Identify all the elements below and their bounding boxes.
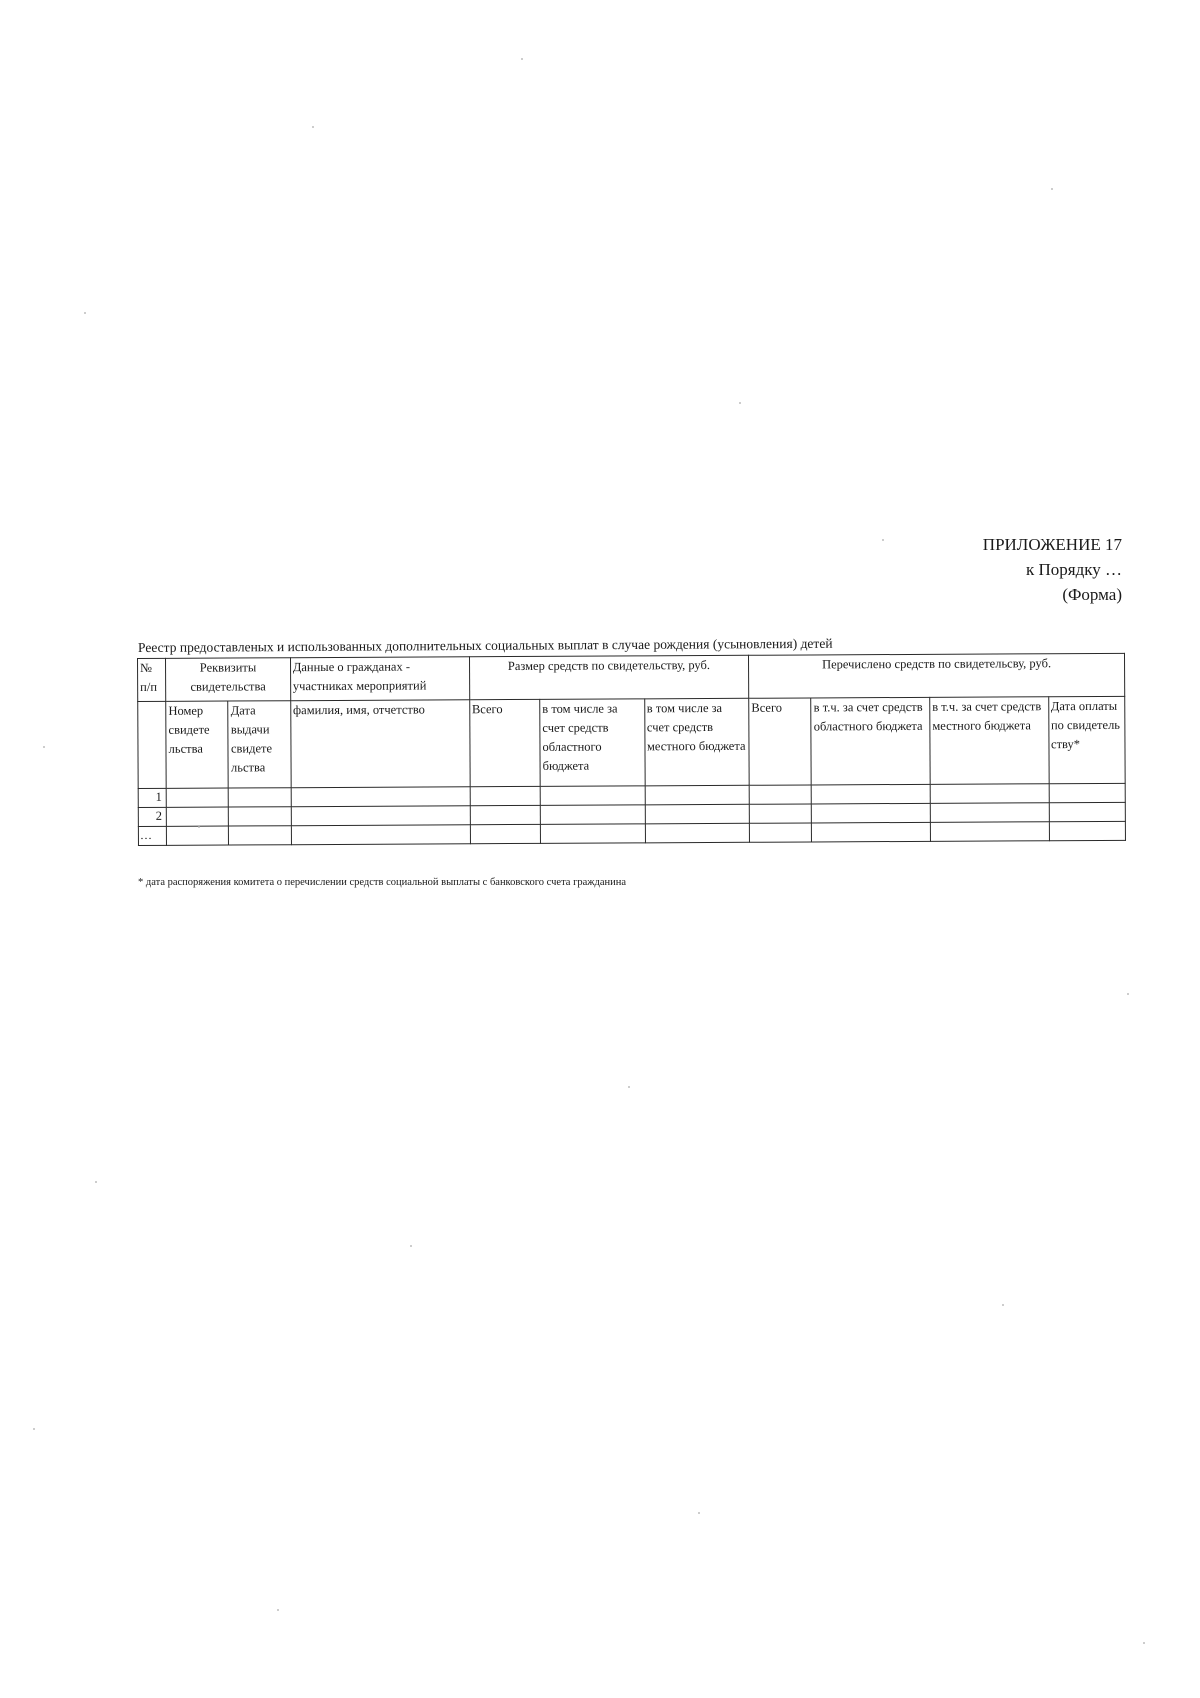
subheader-issue-date: Дата выдачи свидете льства [228,701,291,788]
subheader-amount-local: в том числе за счет средств местного бюджета [644,698,749,786]
table-cell [812,784,931,804]
scan-speck [1051,188,1053,190]
subheader-transferred-local: в т.ч. за счет средств местного бюджета [930,697,1049,785]
scan-speck [628,1086,630,1088]
table-cell [930,803,1049,823]
header-num: № п/п [138,658,166,701]
subheader-row [138,696,1125,788]
table-cell [291,806,470,826]
subheader-transferred-regional: в т.ч. за счет средств областного бюджета [811,697,930,785]
table-cell [167,826,229,845]
table-cell [1049,783,1126,802]
table-cell [749,823,811,842]
scan-speck [410,1245,412,1247]
scan-speck [84,312,86,314]
subheader-transferred-total: Всего [749,698,812,785]
scan-speck [43,746,45,748]
table-cell [645,804,750,824]
table-row [138,821,1125,845]
appendix-number: ПРИЛОЖЕНИЕ 17 [982,535,1122,554]
form-label: (Форма) [1062,585,1122,604]
table-cell [645,823,750,843]
table-cell [812,822,931,842]
table-cell [229,807,291,826]
subheader-payment-date: Дата оплаты по свидетель ству* [1048,696,1125,783]
table-cell [470,786,540,805]
subheader-amount-regional: в том числе за счет средств областного бюджета [540,699,645,787]
appendix-reference: к Порядку … [1025,560,1122,579]
table-cell [1049,802,1126,821]
table-cell [166,807,228,826]
row-number: … [138,826,166,845]
subheader-full-name: фамилия, имя, отчетство [290,700,469,788]
table-cell [470,805,540,824]
scan-speck [277,1609,279,1611]
table-cell [166,788,228,807]
scan-speck [198,826,200,828]
table-cell [540,824,645,844]
scan-speck [312,126,314,128]
header-row [138,653,1125,701]
scan-speck [882,539,884,541]
subheader-amount-total: Всего [469,699,540,786]
scan-speck [521,58,523,60]
table-cell [291,825,470,845]
subheader-cert-number: Номер свидете льства [166,701,229,788]
scan-speck [33,1428,35,1430]
table-cell [749,785,811,804]
table-cell [229,826,291,845]
registry-title: Реестр предоставленых и использованных дополнительных социальных выплат в случае рождения (усыновления) детей [137,635,833,655]
table-cell [645,785,750,805]
table-cell [930,822,1049,842]
row-number: 1 [138,788,166,807]
subheader-empty [138,701,167,788]
table-cell [470,824,540,843]
table-cell [540,786,645,806]
appendix-header [983,532,1122,607]
scan-speck [1127,993,1129,995]
table-cell [812,803,931,823]
table-cell [229,788,291,807]
header-transferred: Перечислено средств по свидетельсву, руб. [749,653,1125,698]
scan-speck [1002,1304,1004,1306]
table-cell [540,805,645,825]
footnote: * дата распоряжения комитета о перечислении средств социальной выплаты с банковского счета гражданина [138,877,627,888]
scan-speck [739,402,741,404]
header-citizens: Данные о гражданах - участниках мероприятий [290,657,469,701]
row-number: 2 [138,807,166,826]
scan-speck [698,1512,700,1514]
table-cell [291,787,470,807]
table-cell [930,784,1049,804]
scan-speck [1143,1642,1145,1644]
table-cell [1049,821,1126,840]
header-amount: Размер средств по свидетельству, руб. [469,655,749,699]
scan-speck [95,1181,97,1183]
registry-table [137,653,1126,846]
header-requisites: Реквизиты свидетельства [166,658,291,702]
table-cell [749,804,811,823]
